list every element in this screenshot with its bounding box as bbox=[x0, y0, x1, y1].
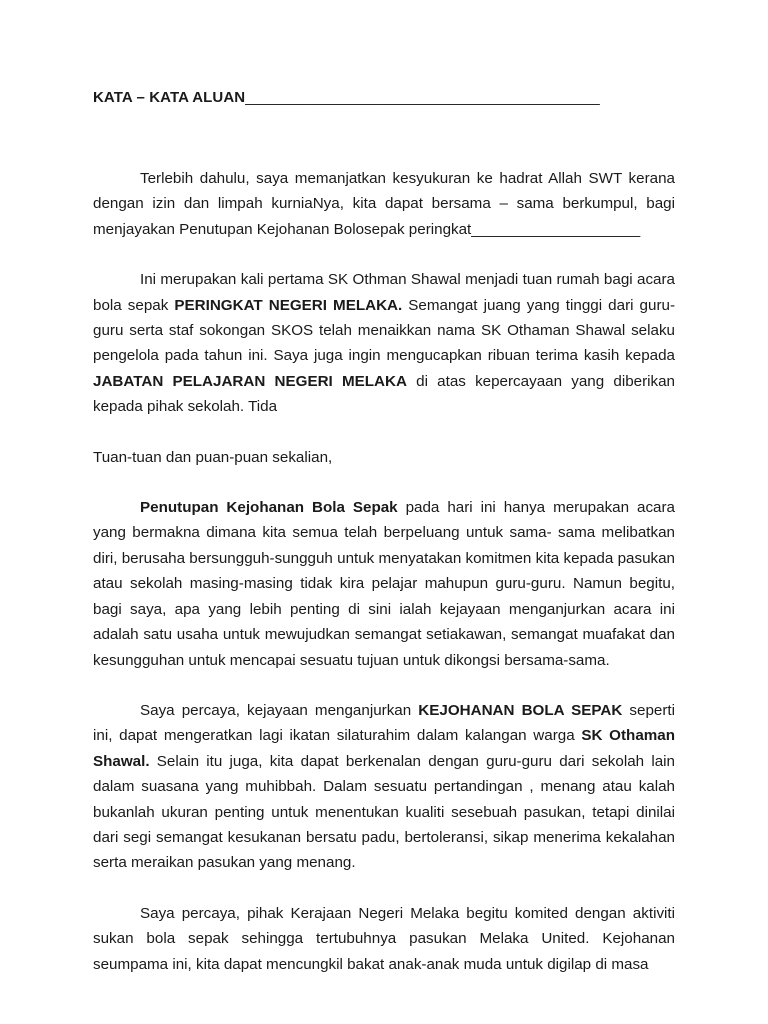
paragraph-text: pada hari ini hanya merupakan acara yang bermakna dimana kita semua telah berpeluang untuk sama- sama melibatkan diri, berusaha bersungguh-sungguh untuk menyatakan komitmen kita kepada pasukan atau sekolah masing-masing tidak kira pelajar mahupun guru-guru. Namun begitu, bagi saya, apa yang lebih penting di sini ialah kejayaan menganjurkan acara ini adalah satu usaha untuk mewujudkan semangat setiakawan, semangat muafakat dan kesungguhan untuk mencapai sesuatu tujuan untuk dikongsi bersama-sama. bbox=[93, 499, 675, 669]
paragraph-text: Ini merupakan kali pertama SK Othman Shawal menjadi tuan rumah bagi acara bola sepak bbox=[93, 271, 675, 314]
bold-text: PERINGKAT NEGERI MELAKA. bbox=[174, 296, 403, 314]
bold-text: Penutupan Kejohanan Bola Sepak bbox=[140, 499, 398, 517]
document-heading bbox=[93, 89, 600, 106]
paragraph-salutation bbox=[93, 445, 675, 470]
paragraph-host bbox=[93, 267, 675, 419]
paragraph-text: Saya percaya, kejayaan menganjurkan bbox=[140, 701, 419, 719]
bold-text: KEJOHANAN BOLA SEPAK bbox=[418, 701, 623, 719]
heading-blank-line: __________________________________________ bbox=[245, 89, 600, 106]
paragraph-closing-ceremony bbox=[93, 495, 675, 673]
bold-text: SK Othaman Shawal. bbox=[93, 727, 675, 770]
paragraph-text: Semangat juang yang tinggi dari guru-guru serta staf sokongan SKOS telah menaikkan nama SK Othaman Shawal selaku pengelola pada tahun ini. Saya juga ingin mengucapkan ribuan terima kasih kepada bbox=[93, 296, 676, 365]
heading-title: KATA – KATA ALUAN bbox=[93, 89, 246, 106]
paragraph-text: seperti ini, dapat mengeratkan lagi ikatan silaturahim dalam kalangan warga bbox=[93, 701, 676, 745]
paragraph-friendship bbox=[93, 698, 675, 876]
document-body bbox=[93, 166, 675, 977]
paragraph-opening bbox=[93, 166, 675, 242]
bold-text: JABATAN PELAJARAN NEGERI MELAKA bbox=[93, 372, 407, 390]
paragraph-text: Saya percaya, pihak Kerajaan Negeri Melaka begitu komited dengan aktiviti sukan bola sepak sehingga tertubuhnya pasukan Melaka United. Kejohanan seumpama ini, kita dapat mencungkil bakat anak-anak muda untuk digilap di masa bbox=[93, 904, 675, 973]
paragraph-text: di atas kepercayaan yang diberikan kepada pihak sekolah. Tida bbox=[93, 372, 676, 416]
paragraph-text: Selain itu juga, kita dapat berkenalan dengan guru-guru dari sekolah lain dalam suasana yang muhibbah. Dalam sesuatu pertandingan , menang atau kalah bukanlah ukuran penting untuk menentukan kualiti sesebuah pasukan, tetapi dinilai dari segi semangat kesukanan bersatu padu, bertoleransi, sikap menerima kekalahan serta meraikan pasukan yang menang. bbox=[93, 752, 675, 872]
paragraph-blank-line: ____________________ bbox=[471, 220, 641, 238]
paragraph-state-government bbox=[93, 901, 675, 977]
paragraph-text: Terlebih dahulu, saya memanjatkan kesyukuran ke hadrat Allah SWT kerana dengan izin dan limpah kurniaNya, kita dapat bersama – sama berkumpul, bagi menjayakan Penutupan Kejohanan Bolosepak peringkat bbox=[93, 170, 675, 238]
paragraph-text: Tuan-tuan dan puan-puan sekalian, bbox=[93, 448, 333, 466]
